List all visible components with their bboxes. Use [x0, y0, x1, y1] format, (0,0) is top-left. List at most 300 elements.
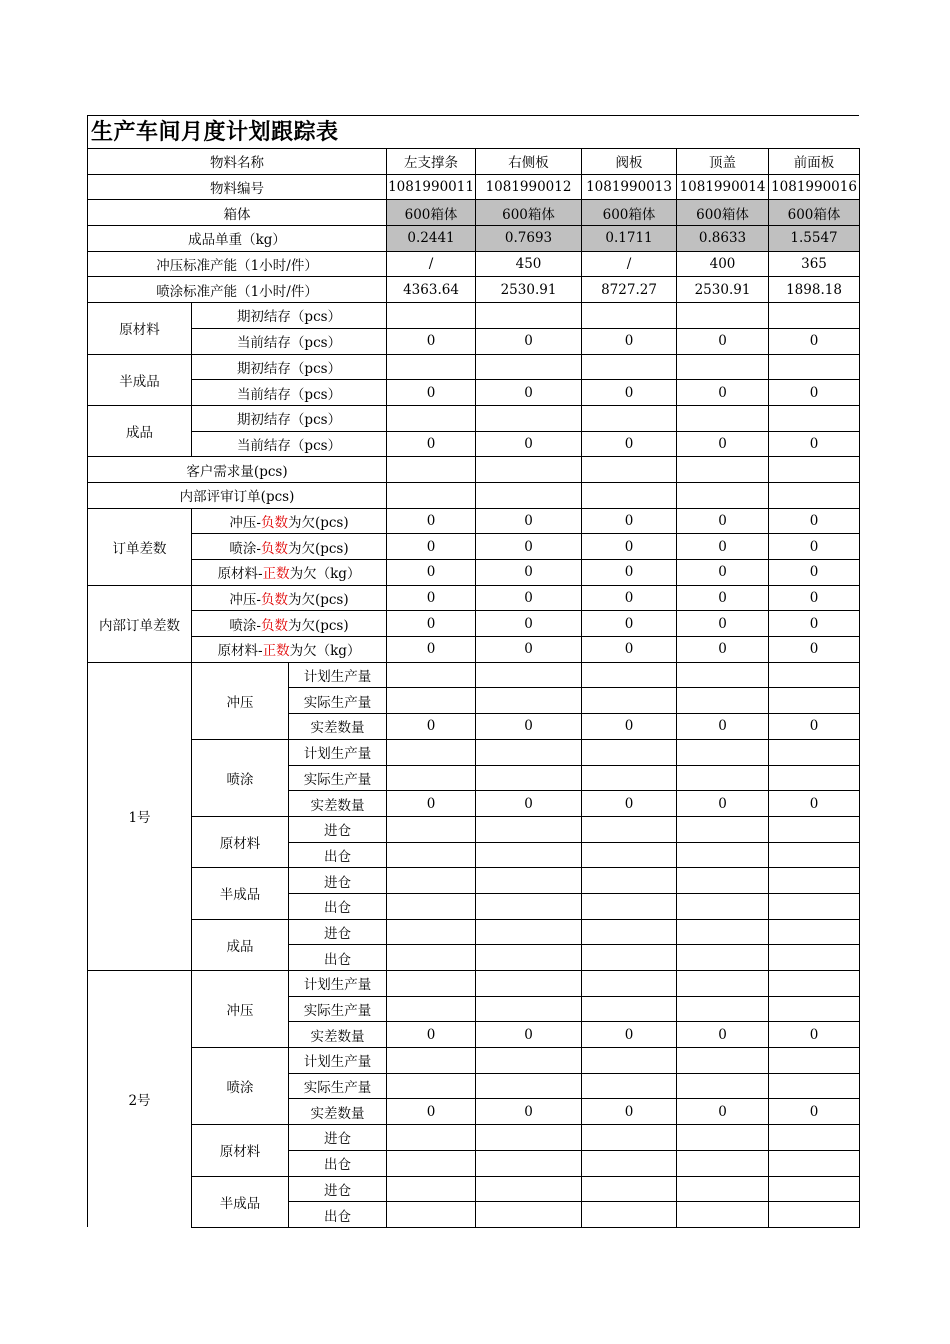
value-cell[interactable] — [769, 842, 860, 868]
row-label — [192, 585, 387, 611]
section-label: 喷涂 — [192, 1048, 289, 1125]
value-cell[interactable]: 1.5547 — [769, 226, 860, 252]
value-cell[interactable] — [387, 842, 476, 868]
value-cell[interactable] — [677, 1202, 769, 1228]
value-cell[interactable]: 0 — [582, 1022, 677, 1048]
value-cell[interactable]: 0 — [582, 611, 677, 637]
label-prefix: 喷涂- — [229, 540, 261, 557]
row-label: 出仓 — [289, 1202, 387, 1228]
row-label: 客户需求量(pcs) — [88, 457, 387, 483]
value-cell[interactable]: 1081990013 — [582, 174, 677, 200]
row-label: 箱体 — [88, 200, 387, 226]
value-cell[interactable]: 顶盖 — [677, 149, 769, 175]
value-cell[interactable]: 0 — [582, 791, 677, 817]
table-row — [88, 380, 860, 406]
value-cell[interactable]: 0 — [476, 328, 582, 354]
value-cell[interactable] — [476, 996, 582, 1022]
label-highlight: 负数 — [260, 617, 288, 634]
label-highlight: 负数 — [260, 592, 288, 609]
table-row — [88, 431, 860, 457]
group-label: 订单差数 — [88, 508, 192, 585]
value-cell[interactable]: 0 — [769, 380, 860, 406]
value-cell[interactable] — [677, 1176, 769, 1202]
value-cell[interactable] — [769, 893, 860, 919]
value-cell[interactable] — [582, 1202, 677, 1228]
value-cell[interactable] — [769, 868, 860, 894]
value-cell[interactable] — [769, 996, 860, 1022]
value-cell[interactable] — [476, 893, 582, 919]
value-cell[interactable]: 0.2441 — [387, 226, 476, 252]
value-cell[interactable] — [677, 765, 769, 791]
value-cell[interactable]: 0 — [769, 791, 860, 817]
table-row — [88, 251, 860, 277]
value-cell[interactable] — [582, 868, 677, 894]
value-cell[interactable]: 600箱体 — [387, 200, 476, 226]
row-label: 计划生产量 — [289, 1048, 387, 1074]
table-row — [88, 739, 860, 765]
value-cell[interactable] — [582, 816, 677, 842]
value-cell[interactable] — [476, 1202, 582, 1228]
value-cell[interactable] — [582, 1176, 677, 1202]
value-cell[interactable]: 600箱体 — [476, 200, 582, 226]
label-suffix: 为欠(pcs) — [287, 617, 349, 634]
line-label: 2号 — [88, 971, 192, 1228]
value-cell[interactable]: 0 — [476, 611, 582, 637]
value-cell[interactable]: 0 — [476, 791, 582, 817]
value-cell[interactable]: / — [387, 251, 476, 277]
value-cell[interactable]: 0 — [769, 431, 860, 457]
value-cell[interactable]: 0 — [769, 534, 860, 560]
section-label: 冲压 — [192, 662, 289, 739]
value-cell[interactable] — [582, 893, 677, 919]
value-cell[interactable]: 0 — [769, 560, 860, 586]
row-label: 物料名称 — [88, 149, 387, 175]
value-cell[interactable]: 4363.64 — [387, 277, 476, 303]
value-cell[interactable] — [769, 971, 860, 997]
value-cell[interactable] — [387, 739, 476, 765]
value-cell[interactable]: 0 — [769, 1022, 860, 1048]
row-label: 实差数量 — [289, 1099, 387, 1125]
section-label: 半成品 — [192, 868, 289, 919]
table-row — [88, 405, 860, 431]
table-row — [88, 585, 860, 611]
value-cell[interactable] — [476, 405, 582, 431]
value-cell[interactable] — [476, 457, 582, 483]
value-cell[interactable]: 0 — [387, 560, 476, 586]
value-cell[interactable] — [769, 816, 860, 842]
value-cell[interactable] — [387, 354, 476, 380]
value-cell[interactable] — [769, 739, 860, 765]
row-label: 出仓 — [289, 945, 387, 971]
value-cell[interactable] — [476, 816, 582, 842]
value-cell[interactable] — [677, 739, 769, 765]
value-cell[interactable]: 0 — [582, 585, 677, 611]
value-cell[interactable]: 1081990011 — [387, 174, 476, 200]
value-cell[interactable] — [387, 303, 476, 329]
value-cell[interactable] — [582, 739, 677, 765]
group-label: 原材料 — [88, 303, 192, 354]
value-cell[interactable]: 0 — [387, 431, 476, 457]
value-cell[interactable] — [582, 971, 677, 997]
table-row — [88, 971, 860, 997]
value-cell[interactable]: 0 — [387, 380, 476, 406]
value-cell[interactable] — [476, 1125, 582, 1151]
value-cell[interactable]: 0 — [582, 328, 677, 354]
value-cell[interactable] — [769, 405, 860, 431]
value-cell[interactable] — [582, 1150, 677, 1176]
row-label: 实差数量 — [289, 791, 387, 817]
value-cell[interactable]: 0 — [387, 328, 476, 354]
value-cell[interactable]: 1081990016 — [769, 174, 860, 200]
value-cell[interactable]: 1898.18 — [769, 277, 860, 303]
value-cell[interactable] — [677, 945, 769, 971]
value-cell[interactable]: 1081990014 — [677, 174, 769, 200]
value-cell[interactable] — [769, 1176, 860, 1202]
value-cell[interactable]: 0 — [582, 1099, 677, 1125]
value-cell[interactable]: 2530.91 — [476, 277, 582, 303]
value-cell[interactable] — [582, 303, 677, 329]
label-prefix: 原材料- — [217, 643, 263, 660]
value-cell[interactable] — [387, 816, 476, 842]
value-cell[interactable]: 0 — [677, 791, 769, 817]
value-cell[interactable] — [582, 1048, 677, 1074]
table-row — [88, 816, 860, 842]
value-cell[interactable] — [677, 1073, 769, 1099]
row-label: 内部评审订单(pcs) — [88, 482, 387, 508]
row-label — [192, 508, 387, 534]
row-label: 出仓 — [289, 842, 387, 868]
section-label: 原材料 — [192, 816, 289, 867]
value-cell[interactable] — [387, 919, 476, 945]
value-cell[interactable]: 0 — [677, 380, 769, 406]
value-cell[interactable]: 0 — [387, 611, 476, 637]
table-row — [88, 868, 860, 894]
value-cell[interactable] — [677, 482, 769, 508]
table-row — [88, 457, 860, 483]
value-cell[interactable] — [476, 868, 582, 894]
value-cell[interactable] — [769, 945, 860, 971]
value-cell[interactable]: 0 — [582, 508, 677, 534]
value-cell[interactable] — [476, 354, 582, 380]
value-cell[interactable] — [476, 1073, 582, 1099]
value-cell[interactable] — [476, 1176, 582, 1202]
value-cell[interactable] — [677, 1150, 769, 1176]
value-cell[interactable] — [476, 945, 582, 971]
section-label: 冲压 — [192, 971, 289, 1048]
value-cell[interactable] — [769, 457, 860, 483]
table-row — [88, 560, 860, 586]
value-cell[interactable] — [387, 1202, 476, 1228]
value-cell[interactable] — [387, 1176, 476, 1202]
value-cell[interactable]: 600箱体 — [677, 200, 769, 226]
value-cell[interactable]: 0 — [677, 534, 769, 560]
value-cell[interactable]: 0 — [677, 328, 769, 354]
value-cell[interactable]: 0 — [476, 714, 582, 740]
value-cell[interactable]: 0 — [387, 637, 476, 663]
value-cell[interactable] — [387, 1125, 476, 1151]
value-cell[interactable]: 0 — [387, 534, 476, 560]
value-cell[interactable]: 0 — [769, 1099, 860, 1125]
value-cell[interactable] — [387, 1150, 476, 1176]
row-label: 冲压标准产能（1小时/件） — [88, 251, 387, 277]
value-cell[interactable] — [387, 1073, 476, 1099]
value-cell[interactable] — [387, 868, 476, 894]
value-cell[interactable] — [387, 662, 476, 688]
value-cell[interactable]: 0 — [476, 431, 582, 457]
value-cell[interactable] — [769, 354, 860, 380]
value-cell[interactable]: 0 — [677, 560, 769, 586]
label-highlight: 负数 — [260, 514, 288, 531]
value-cell[interactable] — [387, 945, 476, 971]
value-cell[interactable] — [769, 1073, 860, 1099]
value-cell[interactable] — [387, 1048, 476, 1074]
value-cell[interactable]: 阀板 — [582, 149, 677, 175]
value-cell[interactable] — [476, 919, 582, 945]
table-row — [88, 611, 860, 637]
value-cell[interactable]: 0.8633 — [677, 226, 769, 252]
value-cell[interactable] — [387, 971, 476, 997]
value-cell[interactable] — [582, 457, 677, 483]
label-highlight: 正数 — [262, 643, 290, 660]
value-cell[interactable]: 400 — [677, 251, 769, 277]
value-cell[interactable]: 600箱体 — [582, 200, 677, 226]
value-cell[interactable] — [677, 1125, 769, 1151]
table-row — [88, 1176, 860, 1202]
value-cell[interactable] — [387, 893, 476, 919]
row-label: 实差数量 — [289, 714, 387, 740]
value-cell[interactable]: 0 — [677, 637, 769, 663]
value-cell[interactable]: 0 — [769, 637, 860, 663]
value-cell[interactable]: 0 — [769, 611, 860, 637]
row-label: 进仓 — [289, 919, 387, 945]
row-label: 出仓 — [289, 1150, 387, 1176]
row-label: 计划生产量 — [289, 739, 387, 765]
value-cell[interactable]: 0 — [769, 585, 860, 611]
sheet-title: 生产车间月度计划跟踪表 — [87, 115, 859, 148]
value-cell[interactable] — [769, 303, 860, 329]
row-label: 实差数量 — [289, 1022, 387, 1048]
value-cell[interactable]: 0 — [476, 585, 582, 611]
value-cell[interactable]: 0 — [582, 637, 677, 663]
value-cell[interactable]: 0 — [677, 585, 769, 611]
row-label: 实际生产量 — [289, 688, 387, 714]
value-cell[interactable] — [677, 996, 769, 1022]
value-cell[interactable]: 8727.27 — [582, 277, 677, 303]
value-cell[interactable]: 0 — [677, 1022, 769, 1048]
value-cell[interactable] — [677, 893, 769, 919]
value-cell[interactable]: 0 — [476, 637, 582, 663]
value-cell[interactable] — [387, 688, 476, 714]
value-cell[interactable]: 0 — [387, 508, 476, 534]
row-label: 实际生产量 — [289, 1073, 387, 1099]
value-cell[interactable] — [677, 303, 769, 329]
table-row — [88, 1048, 860, 1074]
label-prefix: 喷涂- — [229, 617, 261, 634]
value-cell[interactable] — [476, 765, 582, 791]
value-cell[interactable] — [476, 303, 582, 329]
value-cell[interactable]: 0 — [387, 791, 476, 817]
value-cell[interactable]: 0 — [677, 1099, 769, 1125]
row-label: 计划生产量 — [289, 971, 387, 997]
table-row — [88, 149, 860, 175]
value-cell[interactable]: 前面板 — [769, 149, 860, 175]
label-highlight: 负数 — [260, 540, 288, 557]
table-row — [88, 662, 860, 688]
value-cell[interactable] — [582, 662, 677, 688]
value-cell[interactable]: 0 — [677, 508, 769, 534]
row-label: 出仓 — [289, 893, 387, 919]
value-cell[interactable]: 2530.91 — [677, 277, 769, 303]
value-cell[interactable] — [677, 919, 769, 945]
value-cell[interactable] — [769, 765, 860, 791]
value-cell[interactable] — [582, 1125, 677, 1151]
value-cell[interactable] — [769, 1048, 860, 1074]
value-cell[interactable]: 右侧板 — [476, 149, 582, 175]
label-prefix: 原材料- — [217, 566, 263, 583]
value-cell[interactable]: 0 — [387, 714, 476, 740]
value-cell[interactable]: 1081990012 — [476, 174, 582, 200]
value-cell[interactable]: 0 — [769, 508, 860, 534]
value-cell[interactable] — [769, 1150, 860, 1176]
table-row — [88, 303, 860, 329]
value-cell[interactable]: 0 — [582, 714, 677, 740]
value-cell[interactable] — [387, 405, 476, 431]
value-cell[interactable] — [476, 482, 582, 508]
row-label: 期初结存（pcs） — [192, 354, 387, 380]
value-cell[interactable] — [677, 405, 769, 431]
value-cell[interactable]: 0 — [476, 380, 582, 406]
value-cell[interactable] — [582, 482, 677, 508]
value-cell[interactable] — [387, 996, 476, 1022]
value-cell[interactable] — [582, 1073, 677, 1099]
value-cell[interactable]: 0 — [677, 431, 769, 457]
value-cell[interactable]: 0 — [476, 1022, 582, 1048]
value-cell[interactable] — [582, 354, 677, 380]
label-suffix: 为欠（kg） — [289, 643, 361, 660]
value-cell[interactable]: 0 — [476, 508, 582, 534]
row-label: 进仓 — [289, 1125, 387, 1151]
value-cell[interactable] — [387, 765, 476, 791]
section-label: 原材料 — [192, 1125, 289, 1176]
label-highlight: 正数 — [262, 566, 290, 583]
value-cell[interactable] — [582, 688, 677, 714]
value-cell[interactable]: 0 — [476, 560, 582, 586]
value-cell[interactable] — [476, 842, 582, 868]
value-cell[interactable] — [582, 945, 677, 971]
value-cell[interactable]: 450 — [476, 251, 582, 277]
row-label — [192, 560, 387, 586]
table-row — [88, 174, 860, 200]
table-row — [88, 226, 860, 252]
value-cell[interactable]: / — [582, 251, 677, 277]
value-cell[interactable] — [677, 662, 769, 688]
row-label: 期初结存（pcs） — [192, 405, 387, 431]
value-cell[interactable] — [582, 919, 677, 945]
table-row — [88, 637, 860, 663]
value-cell[interactable] — [476, 662, 582, 688]
value-cell[interactable] — [677, 816, 769, 842]
table-row — [88, 482, 860, 508]
value-cell[interactable] — [476, 739, 582, 765]
label-prefix: 冲压- — [229, 592, 261, 609]
spreadsheet — [87, 115, 859, 1228]
value-cell[interactable]: 0.1711 — [582, 226, 677, 252]
plan-tracking-table — [87, 148, 860, 1228]
value-cell[interactable] — [582, 405, 677, 431]
value-cell[interactable] — [677, 354, 769, 380]
value-cell[interactable]: 365 — [769, 251, 860, 277]
section-label: 喷涂 — [192, 739, 289, 816]
value-cell[interactable]: 0.7693 — [476, 226, 582, 252]
value-cell[interactable]: 0 — [677, 714, 769, 740]
section-label: 成品 — [192, 919, 289, 970]
value-cell[interactable] — [769, 1202, 860, 1228]
value-cell[interactable] — [769, 919, 860, 945]
value-cell[interactable]: 0 — [769, 328, 860, 354]
value-cell[interactable] — [769, 1125, 860, 1151]
value-cell[interactable] — [476, 1150, 582, 1176]
row-label: 进仓 — [289, 816, 387, 842]
value-cell[interactable] — [387, 482, 476, 508]
label-suffix: 为欠(pcs) — [287, 540, 349, 557]
group-label: 成品 — [88, 405, 192, 456]
group-label: 内部订单差数 — [88, 585, 192, 662]
value-cell[interactable]: 0 — [582, 534, 677, 560]
value-cell[interactable] — [582, 842, 677, 868]
value-cell[interactable] — [476, 1048, 582, 1074]
value-cell[interactable]: 0 — [387, 1099, 476, 1125]
row-label — [192, 534, 387, 560]
value-cell[interactable] — [769, 482, 860, 508]
row-label: 实际生产量 — [289, 996, 387, 1022]
value-cell[interactable] — [476, 688, 582, 714]
value-cell[interactable]: 0 — [582, 431, 677, 457]
value-cell[interactable]: 0 — [476, 1099, 582, 1125]
table-row — [88, 1125, 860, 1151]
row-label: 计划生产量 — [289, 662, 387, 688]
value-cell[interactable] — [387, 457, 476, 483]
row-label: 物料编号 — [88, 174, 387, 200]
value-cell[interactable]: 0 — [677, 611, 769, 637]
value-cell[interactable] — [677, 842, 769, 868]
value-cell[interactable] — [677, 457, 769, 483]
value-cell[interactable] — [677, 688, 769, 714]
value-cell[interactable] — [769, 688, 860, 714]
value-cell[interactable]: 0 — [582, 560, 677, 586]
value-cell[interactable]: 600箱体 — [769, 200, 860, 226]
value-cell[interactable]: 0 — [387, 585, 476, 611]
value-cell[interactable] — [677, 971, 769, 997]
value-cell[interactable] — [769, 662, 860, 688]
value-cell[interactable] — [677, 868, 769, 894]
value-cell[interactable] — [582, 996, 677, 1022]
value-cell[interactable] — [476, 971, 582, 997]
value-cell[interactable]: 0 — [769, 714, 860, 740]
value-cell[interactable]: 左支撑条 — [387, 149, 476, 175]
value-cell[interactable] — [677, 1048, 769, 1074]
table-row — [88, 200, 860, 226]
value-cell[interactable]: 0 — [387, 1022, 476, 1048]
section-label: 半成品 — [192, 1176, 289, 1227]
value-cell[interactable]: 0 — [582, 380, 677, 406]
row-label: 期初结存（pcs） — [192, 303, 387, 329]
value-cell[interactable]: 0 — [476, 534, 582, 560]
row-label: 喷涂标准产能（1小时/件） — [88, 277, 387, 303]
row-label: 当前结存（pcs） — [192, 328, 387, 354]
row-label: 成品单重（kg） — [88, 226, 387, 252]
row-label: 当前结存（pcs） — [192, 431, 387, 457]
value-cell[interactable] — [582, 765, 677, 791]
